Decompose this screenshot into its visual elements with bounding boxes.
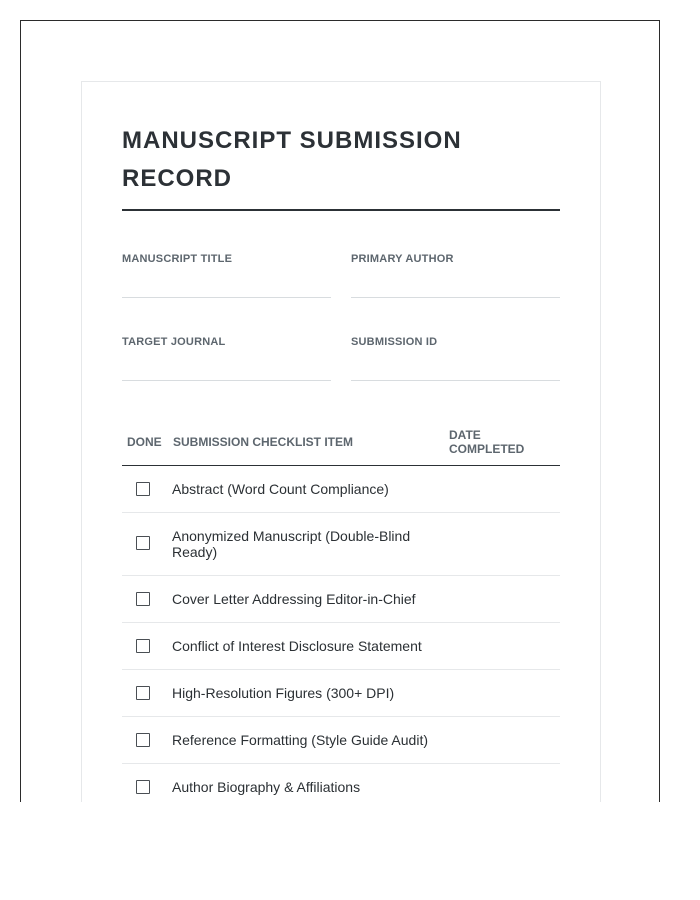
manuscript-title-field[interactable] (122, 252, 331, 266)
page-title: MANUSCRIPT SUBMISSION RECORD (122, 127, 462, 192)
submission-id-field[interactable] (351, 335, 560, 349)
header-checklist-item: SUBMISSION CHECKLIST ITEM (173, 435, 354, 449)
checklist-item-label: Cover Letter Addressing Editor-in-Chief (172, 591, 416, 607)
checklist-row[interactable] (122, 576, 560, 623)
header-date-completed (449, 428, 524, 456)
checklist-row[interactable] (122, 670, 560, 717)
checklist-row[interactable] (122, 764, 560, 802)
primary-author-field[interactable] (351, 252, 560, 266)
manuscript-title-label: MANUSCRIPT TITLE (122, 253, 233, 265)
checklist-header (122, 420, 560, 466)
document-frame (20, 20, 660, 802)
checkbox-reference-formatting[interactable] (136, 733, 150, 747)
manuscript-title-input-line[interactable] (122, 297, 331, 298)
primary-author-input-line[interactable] (351, 297, 560, 298)
checklist-item-label: Conflict of Interest Disclosure Statement (172, 638, 422, 654)
submission-id-label: SUBMISSION ID (351, 336, 438, 348)
checkbox-cover-letter[interactable] (136, 592, 150, 606)
checklist-item-label: Anonymized Manuscript (Double-Blind Ready) (172, 528, 411, 560)
target-journal-label: TARGET JOURNAL (122, 336, 226, 348)
primary-author-label: PRIMARY AUTHOR (351, 253, 454, 265)
header-date-line2: COMPLETED (449, 442, 525, 456)
header-done: DONE (127, 435, 162, 449)
target-journal-field[interactable] (122, 335, 331, 349)
checklist-row[interactable] (122, 717, 560, 764)
checkbox-conflict-of-interest[interactable] (136, 639, 150, 653)
checklist-item-label: Reference Formatting (Style Guide Audit) (172, 732, 429, 748)
checkbox-figures[interactable] (136, 686, 150, 700)
checklist-row[interactable] (122, 513, 560, 576)
submission-card (81, 81, 601, 802)
header-date-line1: DATE (449, 428, 481, 442)
checklist-table (122, 420, 560, 802)
checklist-row[interactable] (122, 623, 560, 670)
submission-id-input-line[interactable] (351, 380, 560, 381)
checklist-item-label: Author Biography & Affiliations (172, 779, 361, 795)
checklist-item-label: High-Resolution Figures (300+ DPI) (172, 685, 395, 701)
checkbox-author-biography[interactable] (136, 780, 150, 794)
target-journal-input-line[interactable] (122, 380, 331, 381)
checklist-item-label: Abstract (Word Count Compliance) (172, 481, 389, 497)
checkbox-anonymized-manuscript[interactable] (136, 536, 150, 550)
title-divider (122, 209, 560, 211)
checkbox-abstract[interactable] (136, 482, 150, 496)
checklist-row[interactable] (122, 466, 560, 513)
